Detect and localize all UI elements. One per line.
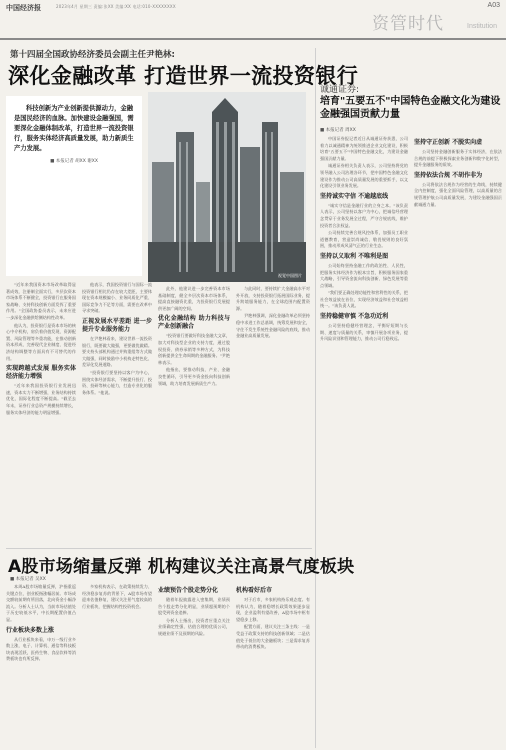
paragraph: "诚实守信是金融行业的立身之本。"该负责人表示，公司坚持以客户为中心，把诚信经营理念贯穿于业务发展全过程，严守合规底线，维护投资者合法权益。 [320, 202, 408, 228]
bottom-article-byline: ■ 本报记者 吴XX [10, 577, 46, 582]
paragraph: 诚通证券相关负责人表示，公司坚持将党的领导融入公司治理各环节，把中国特色金融文化建设作为推动公司高质量发展的重要抓手，以文化建设引领业务发展。 [320, 163, 408, 189]
side-article-subhead: 坚持依法合规 不胡作非为 [414, 171, 483, 179]
paragraph: 中国证券报记者近日从诚通证券获悉，公司着力以诚通精神为统领推进企业文化建设，积极培育"五要五不"中国特色金融文化，为建设金融强国贡献力量。 [320, 136, 408, 161]
section-divider [6, 548, 312, 549]
bottom-article-headline: A股市场缩量反弹 机构建议关注高景气度板块 [8, 557, 355, 577]
paragraph: 公司坚持稳健经营理念，平衡好短期与长期、速度与质量的关系，审慎开展各项业务，提升风险识别和管理能力，推动公司行稳致远。 [320, 323, 408, 342]
side-article-byline: ■ 本报记者 周XX [320, 128, 356, 133]
main-article-column-3 [158, 286, 230, 544]
bottom-article-subhead: 业绩预告个股走势分化 [158, 587, 219, 594]
paragraph: 随着年报披露进入密集期，业绩预告个股走势分化明显，业绩超预期的个股受到资金追捧。 [158, 597, 230, 616]
paragraph: 对于后市，多家机构持乐观态度。有机构认为，随着稳增长政策效果逐步显现，企业盈利有望改善，A股市场中枢有望稳步上移。 [236, 597, 310, 622]
paragraph: 本周A股市场缩量反弹，沪指重返关键点位，创业板指涨幅居前。市场成交额较前期有所回落，北向资金小幅净流入。分析人士认为，当前市场估值处于历史较低水平，中长期配置价值凸显。 [6, 584, 76, 622]
bottom-article-subhead: 行业板块多数上涨 [6, 626, 55, 634]
main-article-subhead: 优化金融结构 助力科技与产业创新融合 [158, 315, 230, 331]
paragraph: "投资银行要坚持以客户为中心，围绕实体经济需求，不断提升投行、投资、投研等核心能力，打造专业化的服务体系。"他说。 [82, 369, 152, 395]
paragraph: "近年来我国投资银行业发展迅速，资本实力不断增强，业务结构持续优化，国际化程度不断提高。"截至去年末，证券行业总资产规模持续增长，服务实体经济的能力明显增强。 [6, 383, 76, 415]
main-article-byline: ■ 本报记者 胡XX 谢XX [50, 159, 98, 164]
main-article-subhead: 正视发展水平差距 进一步提升专业服务能力 [82, 317, 152, 333]
paragraph: 与此同时，要持续扩大金融高水平对外开放，支持投资银行拓展国际业务，提升跨境服务能力，在全球范围内配置资源。 [236, 286, 310, 311]
side-article-subhead: 坚持稳健审慎 不急功近利 [320, 313, 389, 321]
paragraph: "我们要正确处理功能性和营利性的关系，把社会效益放在首位，实现经济效益和社会效益相统一。"该负责人说。 [320, 290, 408, 309]
side-article-kicker: 诚通证券: [320, 85, 360, 95]
skyline-illustration [148, 92, 306, 282]
bottom-article-column-4 [236, 584, 310, 746]
main-article-column-4 [236, 286, 310, 544]
paragraph: 配置方面，建议关注三条主线：一是受益于政策支持的科技创新领域；二是估值处于低位的大金融板块；三是需求复苏带动的消费板块。 [236, 624, 310, 650]
paragraph: 公司将依法合规作为经营的生命线，持续健全内控制度，强化全面风险管理，以高质量的合规管理护航公司高质量发展，为建设金融强国贡献诚通力量。 [414, 181, 502, 207]
city-skyline-photo [148, 92, 306, 282]
bottom-article-subhead: 机构看好后市 [236, 587, 273, 594]
main-article-subhead: 实现跨越式发展 服务实体经济能力增强 [6, 365, 76, 381]
paragraph: 他认为，投资银行是资本市场的核心中介机构，肩负着价值发现、资源配置、风险管理等多重功能，在推动创新资本形成、完善现代企业制度、促进经济结构调整等方面具有不可替代的作用。 [6, 322, 76, 361]
side-article-subhead: 坚持守正创新 不脱实向虚 [414, 139, 483, 146]
paragraph: 分析人士指出，投资者应重点关注业绩确定性强、估值合理的优质公司，规避业绩不及预期的风险。 [158, 617, 230, 636]
main-article-summary: 科技创新为产业创新提供源动力，金融是国民经济的血脉。加快建设金融强国，需要深化金融体制改革，打造世界一流投资银行，服务实体经济高质量发展，助力新质生产力发展。 [14, 105, 134, 152]
main-article-column-2 [82, 282, 152, 544]
side-article-subhead: 坚持诚实守信 不逾越底线 [320, 192, 389, 200]
paragraph: 公司持续完善合规风控体系，加强员工职业道德教育，营造崇尚诚信、敬畏规则的良好氛围，推动形成风清气正的行业生态。 [320, 230, 408, 249]
photo-caption: 视觉中国图片 [278, 273, 302, 278]
issue-meta: 2023年4月 星期三 责编:张XX 美编:XX 电话:010-XXXXXXXX [56, 4, 176, 9]
paragraph: 公司坚持金融创新服务于实体经济，在依法合规的前提下积极探索业务创新和数字化转型，提升金融服务的质效。 [414, 149, 502, 168]
main-article-kicker: 第十四届全国政协经济委员会副主任尹艳林: [10, 50, 175, 60]
paragraph: "近年来我国资本市场改革取得显著成效，注册制全面实行，多层次资本市场体系不断健全，投资银行在服务国家战略、支持科技创新方面发挥了重要作用。"全国政协委员表示，未来应进一步深化金融供给侧结构性改革。 [6, 282, 76, 320]
section-title-en: Institution [467, 23, 497, 30]
column-divider [315, 48, 316, 748]
paragraph: 他指出，要推动科技、产业、金融良性循环，引导更多资金投向科技创新领域，助力培育发展新质生产力。 [158, 367, 230, 386]
main-article-summary-box [6, 96, 142, 276]
bottom-article-column-2 [82, 584, 152, 746]
main-article-column-1 [6, 282, 76, 544]
page-number: A03 [487, 2, 500, 9]
side-article-subhead: 坚持以义取利 不唯利是图 [320, 252, 389, 260]
paragraph: 此外，他建议进一步完善资本市场基础制度，健全多层次资本市场体系，提高直接融资比重，为投资银行发展提供更加广阔的空间。 [158, 286, 230, 311]
paragraph: 多家机构表示，在政策持续发力、经济稳步复苏的背景下，A股市场有望迎来估值修复，建议关注景气度较高的行业板块，把握结构性投资机会。 [82, 584, 152, 609]
paragraph: 公司始终坚持金融工作的政治性、人民性，把服务实体经济作为根本宗旨，积极服务国家重大战略，引导资金流向科技创新、绿色发展等重点领域。 [320, 262, 408, 288]
side-article-headline: 培育"五要五不"中国特色金融文化为建设金融强国贡献力量 [320, 96, 501, 120]
paragraph: 在尹艳林看来，建设世界一流投资银行，既要做大做强，更要做优做精。要支持头部机构通过并购重组等方式做大做强，同时鼓励中小机构走特色化、差异化发展道路。 [82, 335, 152, 368]
bottom-article-column-3 [158, 584, 230, 746]
paragraph: 他表示，我国投资银行与国际一流投资银行相比仍存在较大差距，主要体现在资本规模偏小、业务同质化严重、国际竞争力不足等方面，需要在改革中寻求突破。 [82, 282, 152, 314]
main-article-headline: 深化金融改革 打造世界一流投资银行 [8, 64, 359, 88]
side-article-column-1 [320, 136, 408, 744]
section-title: 资管时代 [372, 14, 444, 34]
paragraph: 从行业板块来看，申万一级行业多数上涨，电子、计算机、通信等科技板块表现活跃，医药生物、食品饮料等消费板块也有所反弹。 [6, 636, 76, 662]
page-header [0, 0, 506, 40]
paragraph: "投资银行要做好科技金融大文章，加大对科技型企业的支持力度，通过股权投资、债券承销等多种方式，为科技创新提供全生命周期的金融服务。"尹艳林表示。 [158, 333, 230, 365]
paragraph: 尹艳林强调，深化金融改革必须坚持稳中求进工作总基调，统筹发展和安全，守住不发生系统性金融风险的底线，推动金融业高质量发展。 [236, 313, 310, 339]
bottom-article-column-1 [6, 584, 76, 746]
side-article-column-2 [414, 136, 502, 744]
newspaper-brand: 中国经济报 [6, 3, 41, 12]
